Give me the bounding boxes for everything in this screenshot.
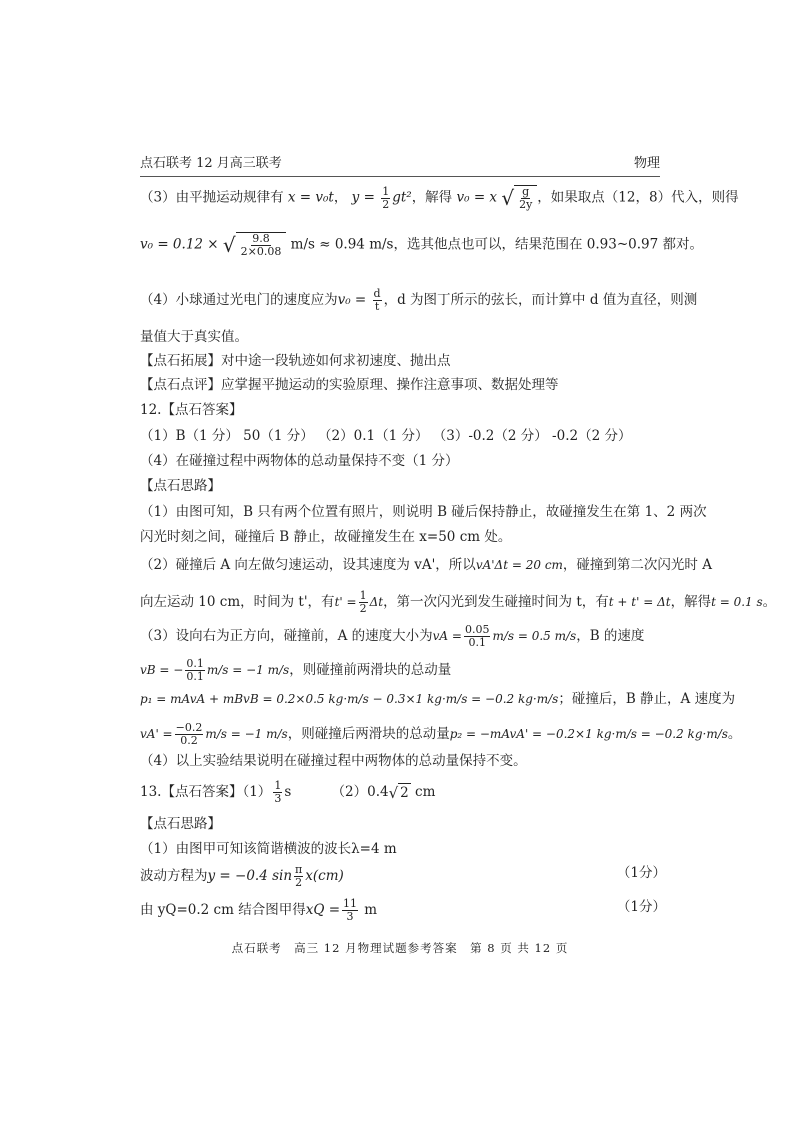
sqrt-body: 2 (400, 785, 409, 801)
q12-title: 12.【点石答案】 (140, 402, 243, 418)
text: （3）由平抛运动规律有 (140, 189, 284, 206)
text: ，解得 (411, 189, 453, 206)
q13-answers (140, 780, 666, 805)
text: ，则碰撞后两滑块的总动量 (287, 726, 450, 742)
text: 波动方程为 (140, 868, 208, 884)
formula: vA' = (140, 727, 173, 741)
q11-part3-line2 (140, 232, 703, 258)
q12-part3-line4 (140, 721, 742, 747)
text: m (360, 902, 378, 918)
text: cm (410, 784, 436, 800)
q13-idea-title: 【点石思路】 (140, 816, 221, 832)
formula: v₀ = x (456, 189, 498, 206)
q12-answer2: （4）在碰撞过程中两物体的总动量保持不变（1 分） (140, 453, 459, 469)
formula: Δt (369, 595, 384, 609)
header-exam-title: 点石联考 12 月高三联考 (140, 156, 282, 171)
fraction-den: 0.1 (468, 636, 486, 649)
q11-part4-line1 (140, 287, 698, 313)
sqrt-expression: √ $\frac{9.8}{2\times 0.08}$ (223, 232, 286, 258)
fraction-den: 0.1 (186, 670, 204, 683)
score-note: （1分） (616, 865, 666, 881)
fraction-num: 11 (343, 897, 358, 910)
text: 向左运动 10 cm，时间为 t'，有 (140, 594, 335, 610)
text: 。 (762, 594, 777, 610)
text: 由 yQ=0.2 cm 结合图甲得 (140, 902, 306, 918)
q12-answer1: （1）B（1 分） 50（1 分） （2）0.1（1 分） （3）-0.2（2 分） -0.2（2 分） (140, 428, 632, 444)
text: （4）小球通过光电门的速度应为 (140, 292, 338, 308)
formula: m/s = −1 m/s (206, 663, 290, 677)
fraction-num: 0.05 (464, 623, 490, 636)
formula: vA'Δt = 20 cm (475, 558, 563, 572)
text: （3）设向右为正方向，碰撞前，A 的速度大小为 (140, 628, 433, 644)
q12-part2-line1 (140, 556, 712, 574)
fraction-den: 3 (274, 792, 282, 805)
formula: t + t' = Δt (608, 595, 671, 609)
fraction-den: 2 (295, 876, 303, 889)
fraction-half: $\frac{1}{2}$ (382, 184, 390, 211)
q12-part1-line1: （1）由图可知，B 只有两个位置有照片，则说明 B 碰后保持静止，故碰撞发生在第 1、2 两次 (140, 504, 707, 520)
formula: p₁ = mAvA + mBvB = 0.2×0.5 kg·m/s − 0.3×1 kg·m/s = −0.2 kg·m/s (140, 692, 559, 706)
fraction-num: 0.1 (186, 657, 204, 670)
text: （2）碰撞后 A 向左做匀速运动，设其速度为 vA'，所以 (140, 557, 476, 573)
fraction-den: 0.2 (180, 734, 198, 747)
formula: y = −0.4 sin (207, 868, 293, 884)
text: ，d 为图丁所示的弦长，而计算中 d 值为直径，则测 (383, 292, 698, 308)
fraction (359, 590, 368, 615)
text: ，B 的速度 (576, 628, 645, 644)
formula: x = v₀t (287, 189, 334, 206)
comment-note: 【点石点评】应掌握平抛运动的实验原理、操作注意事项、数据处理等 (140, 377, 559, 393)
fraction (342, 898, 358, 923)
formula: m/s = −1 m/s (205, 727, 288, 741)
fraction-den: 3 (346, 910, 354, 923)
page-header (140, 152, 660, 177)
sqrt-expression: √ 2 (388, 783, 409, 802)
fraction-den: 2y (519, 198, 533, 211)
page-footer: 点石联考 高三 12 月物理试题参考答案 第 8 页 共 12 页 (231, 941, 569, 955)
expand-note: 【点石拓展】对中途一段轨迹如何求初速度、抛出点 (140, 353, 451, 369)
q12-part3-line1 (140, 624, 666, 649)
text: s (284, 784, 292, 800)
fraction (175, 722, 204, 747)
score-note: （1分） (616, 899, 666, 915)
text: 13.【点石答案】（1） (140, 784, 272, 800)
fraction-num: −0.2 (175, 721, 203, 734)
fraction-den: 2 (359, 602, 367, 615)
formula: vA = (432, 629, 462, 643)
fraction (464, 624, 491, 649)
q12-part4: （4）以上实验结果说明在碰撞过程中两物体的总动量保持不变。 (140, 753, 527, 769)
q11-part3-line1: （3）由平抛运动规律有 x = v₀t， y = $\frac{1}{2}$ gt²，解得 v₀ = x √ $\frac{g}{2y}$ ，如果取点（12，8）代入，则得 (140, 184, 739, 211)
formula: gt² (392, 189, 412, 206)
text: ，碰撞到第二次闪光时 A (562, 557, 712, 573)
text: （2）0.4 (331, 784, 389, 800)
fraction-num: 1 (359, 589, 367, 602)
q13-part1: （1）由图甲可知该简谐横波的波长λ=4 m (140, 841, 397, 857)
formula: m/s = 0.5 m/s (492, 629, 577, 643)
fraction-den: 2×0.08 (240, 245, 282, 258)
formula: t' = (334, 595, 357, 609)
fraction (185, 658, 205, 683)
q13-wave-equation (140, 864, 666, 889)
text: ，如果取点（12，8）代入，则得 (537, 189, 739, 206)
q12-part3-line2 (140, 658, 666, 683)
fraction-num: 1 (274, 779, 282, 792)
q12-part3-line3 (140, 690, 736, 708)
formula: x(cm) (305, 868, 344, 884)
formula: v₀ = (337, 292, 367, 308)
fraction-num: π (295, 863, 303, 876)
text: ；碰撞后，B 静止，A 速度为 (558, 691, 736, 707)
text: ，则碰撞前两滑块的总动量 (289, 662, 452, 678)
header-subject: 物理 (633, 156, 660, 171)
text: 。 (727, 726, 742, 742)
q12-part1-line2: 闪光时刻之间，碰撞后 B 静止，故碰撞发生在 x=50 cm 处。 (140, 529, 512, 545)
text: m/s ≈ 0.94 m/s，选其他点也可以，结果范围在 0.93~0.97 都对。 (286, 236, 703, 253)
q12-idea-title: 【点石思路】 (140, 478, 221, 494)
fraction-num: g (522, 185, 530, 198)
fraction (273, 780, 282, 805)
text: ，解得 (670, 594, 712, 610)
formula: p₂ = −mAvA' = −0.2×1 kg·m/s = −0.2 kg·m/s (449, 727, 728, 741)
text: ，第一次闪光到发生碰撞时间为 t，有 (383, 594, 609, 610)
q13-xq (140, 898, 666, 923)
formula: vB = − (140, 663, 184, 677)
q11-part4-line2: 量值大于真实值。 (140, 329, 248, 345)
formula: y = (351, 189, 375, 206)
fraction-num: 9.8 (252, 232, 270, 245)
fraction (373, 288, 382, 313)
formula: v₀ = 0.12 × (140, 236, 219, 253)
formula: xQ = (305, 902, 341, 918)
fraction (294, 864, 303, 889)
formula: t = 0.1 s (711, 595, 763, 609)
sqrt-expression: √ $\frac{g}{2y}$ (501, 185, 537, 211)
fraction-num: d (373, 287, 381, 300)
q12-part2-line2 (140, 589, 777, 615)
fraction-den: t (374, 300, 380, 313)
